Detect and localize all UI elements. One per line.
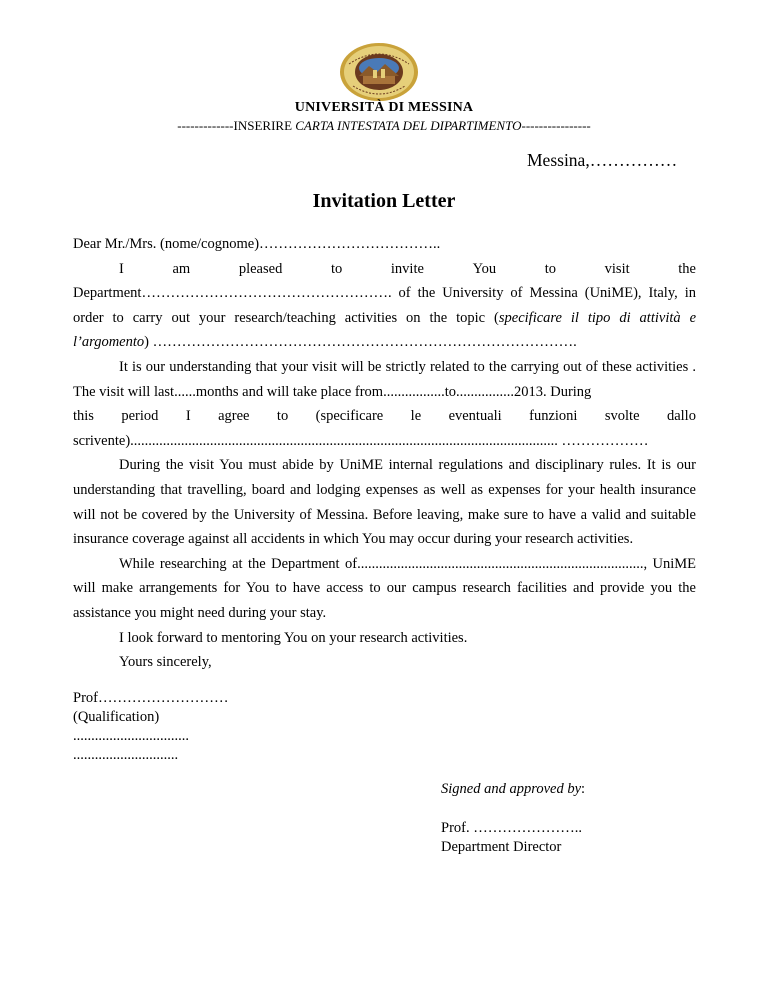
letterhead-placeholder (0, 118, 768, 134)
placeholder-suffix: ---------------- (521, 118, 591, 133)
word: period (121, 408, 159, 425)
signature-prof: Prof……………………… (73, 690, 229, 706)
word: eventuali (448, 408, 502, 425)
word: le (410, 408, 422, 425)
page-title: Invitation Letter (312, 190, 456, 212)
closing: Yours sincerely, (119, 654, 212, 671)
p1-text-b: ) ……………………………………………………………………………. (144, 334, 577, 351)
word: dallo (666, 408, 696, 425)
word: svolte (604, 408, 640, 425)
word: to (276, 408, 289, 425)
word: invite (390, 260, 424, 277)
word: am (172, 260, 191, 277)
signature-qualification: (Qualification) (73, 709, 160, 725)
paragraph-2: It is our understanding that your visit will be strictly related to the carrying out of these activities . The visit will last......months and will take place from.................to................2013. During (73, 358, 696, 400)
approval-block (441, 780, 585, 857)
word: this (73, 408, 94, 425)
place-date: Messina,…………… (527, 150, 678, 170)
word: pleased (238, 260, 283, 277)
signature-dots-1: ................................ (73, 728, 189, 744)
p1-text-a: Department……………………………………………. of the University of Messina (UniME), Italy, in order to carry out your research/teaching activities on the topic ( (73, 285, 696, 326)
university-seal-icon (339, 42, 419, 102)
paragraph-4: While researching at the Department of..............................................................................., UniME will make arrangements for You to have access to our campus research facilities and provide you the assistance you might need during your stay. (73, 555, 696, 621)
word: to (330, 260, 343, 277)
approval-role: Department Director (441, 839, 562, 855)
word: the (678, 260, 696, 277)
paragraph-2-end: scrivente)...................................................................................................................... ……………… (73, 432, 649, 449)
paragraph-1 (73, 281, 696, 355)
letter-body (73, 232, 696, 675)
placeholder-prefix: -------------INSERIRE (177, 118, 296, 133)
p1-first-line (73, 257, 696, 282)
approval-label (441, 780, 585, 799)
approval-prof: Prof. ………………….. (441, 820, 582, 836)
word: visit (604, 260, 630, 277)
word: agree (218, 408, 250, 425)
placeholder-italic: CARTA INTESTATA DEL DIPARTIMENTO (295, 118, 522, 133)
word: funzioni (529, 408, 578, 425)
paragraph-3: During the visit You must abide by UniME internal regulations and disciplinary rules. It is our understanding that travelling, board and lodging expenses as well as expenses for your health insurance will not be covered by the University of Messina. Before leaving, make sure to have a valid and suitable insurance coverage against all accidents in which You may occur during your research activities. (73, 457, 696, 548)
salutation: Dear Mr./Mrs. (nome/cognome)……………………………….. (73, 236, 441, 252)
approval-colon: : (581, 781, 586, 797)
word: You (472, 260, 497, 277)
p1-italic: specificare il tipo di attività e l’argomento (73, 309, 697, 351)
university-name: UNIVERSITÀ DI MESSINA (294, 100, 474, 115)
signature-block (73, 689, 228, 765)
word: I (119, 260, 124, 277)
p2-spread-line (73, 404, 696, 429)
word: (specificare (315, 408, 384, 425)
signature-dots-2: ............................. (73, 747, 179, 763)
word: to (544, 260, 557, 277)
word: I (185, 408, 191, 425)
approval-label-text: Signed and approved by (441, 781, 582, 797)
paragraph-5: I look forward to mentoring You on your research activities. (119, 629, 468, 646)
